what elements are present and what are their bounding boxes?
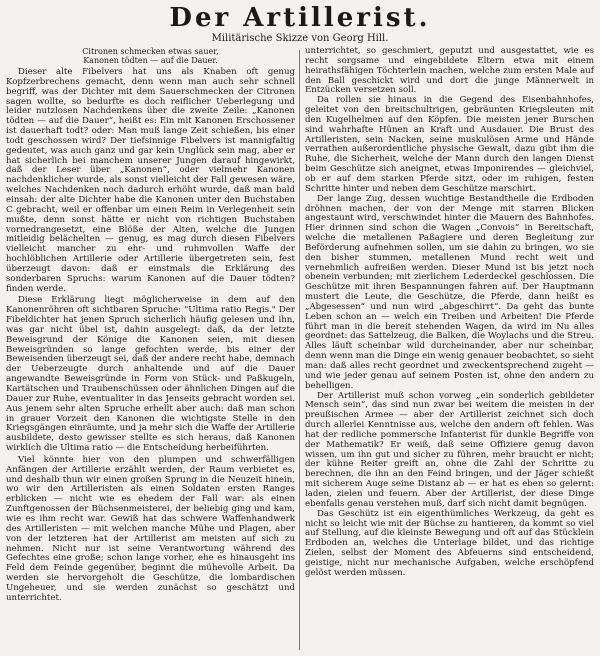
- left-column: [6, 47, 295, 604]
- paragraph: Viel könnte hier von den plumpen und schwerfälligen Anfängen der Artillerie erzählt werden, der Raum verbietet es, und deshalb thun wir einen großen Sprung in die Neuzeit hinein, wo wir den Artilleristen als einen Soldaten ersten Ranges erblicken — nicht wie es ehedem der Fall war: als einen Zunftgenossen der Büchsenmeisterei, der beliebig ging und kam, wie es ihm recht war. Gewiß hat das schwere Waffenhandwerk des Artilleristen — mit welchen manche Mühe und Plagen, aber von der letzteren hat der Artillerist am meisten auf sich zu nehmen. Nicht nur ist seine Verantwortung während des Gefechtes eine große; schon lange vorher, ehe es hinausgeht ins Feld dem Feinde gegenüber, beginnt die mühevolle Arbeit. Da werden sie hervorgeholt die Geschütze, die lombardischen Ungeheuer, und sie werden zunächst so geschätzt und unterrichtet.: [6, 454, 295, 603]
- article-columns: [6, 47, 594, 604]
- epigraph-line: Citronen schmecken etwas sauer,: [82, 47, 219, 56]
- paragraph: Dieser alte Fibelvers hat uns als Knaben oft genug Kopfzerbrechens gemacht, denn wenn man auch sehr schnell begriff, was der Dichter mit dem Sauerschmecken der Citronen sagen wollte, so bedurfte es doch reiflicher Ueberlegung und leider nutzlosen Nachdenkens über die zweite Zeile: „Kanonen tödten — auf die Dauer“, heißt es: Ein mit Kanonen Erschossener ist dauerhaft todt? oder: Man muß lange Zeit schießen, bis einer todt geschossen wird? Der tiefsinnige Fibelvers ist mannigfaltig gedeutet, was auch ganz und gar kein Unglück sein mag, aber er hat sicherlich bei manchem unserer Jungen darauf hingewirkt, daß der Leser über „Kanonen“, oder vielmehr Kanonen nachdenklicher wurde, als sonst vielleicht der Fall gewesen wäre, welches Nachdenken noch dadurch erhöht wurde, daß man bald einsah: der alte Dichter habe die Kanonen unter den Buchstaben C gebracht, weil er offenbar um einen Reim in Verlegenheit sein mußte, denn sonst hätte er nicht von richtigen Buchstaben vornedrangesetzt, eine Blöße der Alten, welche die Jungen mitleidig belächelten — genug, es mag durch diesen Fibelvers vielleicht mancher zu ehr- und ruhmvollen Waffe der hochlöblichen Artillerie oder Artillerie übergetreten sein, fest überzeugt davon: daß er einstmals die Erklärung des sonderbaren Spruchs: warum Kanonen auf die Dauer tödten? finden werde.: [6, 67, 295, 294]
- paragraph: Das Geschütz ist ein eigenthümliches Werkzeug, da geht es nicht so leicht wie mit der Büchse zu hantieren, da kommt so viel auf Stellung, auf die kleinste Bewegung und oft auf das Stücklein Erdboden an, welches die Unterlage bildet, und das richtige Zielen, selbst der Moment des Abfeuerns sind entscheidend, geistige, nicht nur mechanische Aufgaben, welche erschöpfend gelöst werden müssen.: [305, 508, 594, 578]
- column-divider: [299, 50, 300, 650]
- paragraph: unterrichtet, so geschmiert, geputzt und ausgestattet, wie es recht sorgsame und eingebildete Eltern etwa mit einem heirathsfähigen Töchterlein machen, welche zum ersten Male auf den Ball geschickt wird und dort die junge Männerwelt in Entzücken versetzen soll.: [305, 46, 594, 96]
- paragraph: Diese Erklärung liegt möglicherweise in dem auf den Kanonenröhren oft sichtbaren Spruche: "Ultima ratio Regis." Der Fibeldichter hat jenen Spruch sicherlich häufig gelesen und ihn, was gar nicht übel ist, dahin ausgelegt: daß, da der letzte Beweisgrund der Könige die Kanonen seien, mit diesen Beweisgründen so lange gefochten werde, bis einer der Beweisenden überzeugt sei, daß der andere recht habe, demnach der Ueberzeugte durch anhaltende und auf die Dauer angewandte Beweisgründe in Form von Stück- und Paßkugeln, Kartätschen und Traubenschüssen oder ähnlichen Dingen auf die Dauer zur Ruhe, eventualiter in das Jenseits gebracht worden sei. Aus jenem sehr alten Spruche erhellt aber auch: daß man schon in grauer Vorzeit den Kanonen die wichtigste Stelle in den Kriegsgängen einräumte, und ja mehr sich die Waffe der Artillerie ausbildete, desto gewisser stellte es sich heraus, daß Kanonen wirklich die Ultima ratio — die Entscheidung herbeiführten.: [6, 295, 295, 454]
- paragraph: Der lange Zug, dessen wuchtige Bestandtheile die Erdboden dröhnen machen, der von der Menge mit starren Blicken angestaunt wird, verschwindet hinter die Mauern des Bahnhofes. Hier drinnen sind schon die Wagen „Convois“ in Bereitschaft, welche die metallenen Paßagiere und deren Begleitung zur Beförderung aufnehmen sollen, um sie dahin zu bringen, wo sie den bisher stummen, metallenen Mund recht weit und vernehmlich aufreißen werden. Dieser Mund ist bis jetzt noch obenein verbunden; mit zierlichem Lederdeckel geschlossen. Die Geschütze mit ihren Bespannungen fahren auf. Der Hauptmann mustert die Leute, die Geschütze, die Pferde, dann heißt es „Abgesessen“ und nun wird „abgeschirrt“. Da geht das bunte Leben schon an — welch ein Treiben und Arbeiten! Die Pferde führt man in die bereit stehenden Wagen, da wird im Nu alles geordnet: das Sattelzeug, die Balken, die Woylachs und die Streu. Alles läuft scheinbar wild durcheinander, aber nur scheinbar, denn wenn man die Dinge ein wenig genauer beobachtet, so sieht man: daß alles recht geordnet und zweckentsprechend zugeht — und wie jeder genau auf seinem Posten ist, ohne den andern zu behelligen.: [305, 193, 594, 391]
- epigraph-line: Kanonen tödten — auf die Dauer.: [83, 56, 218, 65]
- epigraph: [6, 47, 295, 65]
- right-column: [305, 47, 594, 604]
- paragraph: Da rollen sie hinaus in die Gegend des Eisenbahnhofes, geleitet von den breitschultrigen, gebräunten Kriegsleuten mit den Kugelhelmen auf den Köpfen. Die meisten jener Burschen sind wahrhafte Hünen an Kraft und Ausdauer. Die Brust des Artilleristen, sein Nacken, seine muskulösen Arme und Hände verrathen außerordentliche physische Gewalt, dazu gibt ihm die Ruhe, die Sicherheit, welche der Mann durch den langen Dienst beim Geschütze sich aneignet, etwas Imponirendes — gleichviel, ob er auf dem starken Pferde sitzt, oder im ruhigen, festen Schritte hinter und neben dem Geschütze marschirt.: [305, 95, 594, 194]
- article-subtitle: Militärische Skizze von Georg Hill.: [211, 33, 389, 44]
- paragraph: Der Artillerist muß schon vorweg „ein sonderlich gebildeter Mensch sein“, das sind nun zwar bei weitem die meisten in der preußischen Armee — aber der Artillerist zeichnet sich doch durch allerlei Kenntnisse aus, welche den andern oft fehlen. Was hat der redliche pommersche Infanterist für dunkle Begriffe von der Mathematik? Er weiß, daß seine Offiziere genug davon wissen, um ihn gut und sicher zu führen, mehr braucht er nicht; der kühne Reiter greift an, ohne die Zahl der Schritte zu berechnen, die ihn an den Feind bringen, und der Jäger schießt mit sicherem Auge seine Distanz ab — er hat es eben so gelernt: laden, zielen und feuern. Aber der Artillerist, der diese Dinge ebenfalls genau verstehen muß, darf sich nicht damit begnügen.: [305, 390, 594, 509]
- article-title: Der Artillerist.: [169, 3, 431, 33]
